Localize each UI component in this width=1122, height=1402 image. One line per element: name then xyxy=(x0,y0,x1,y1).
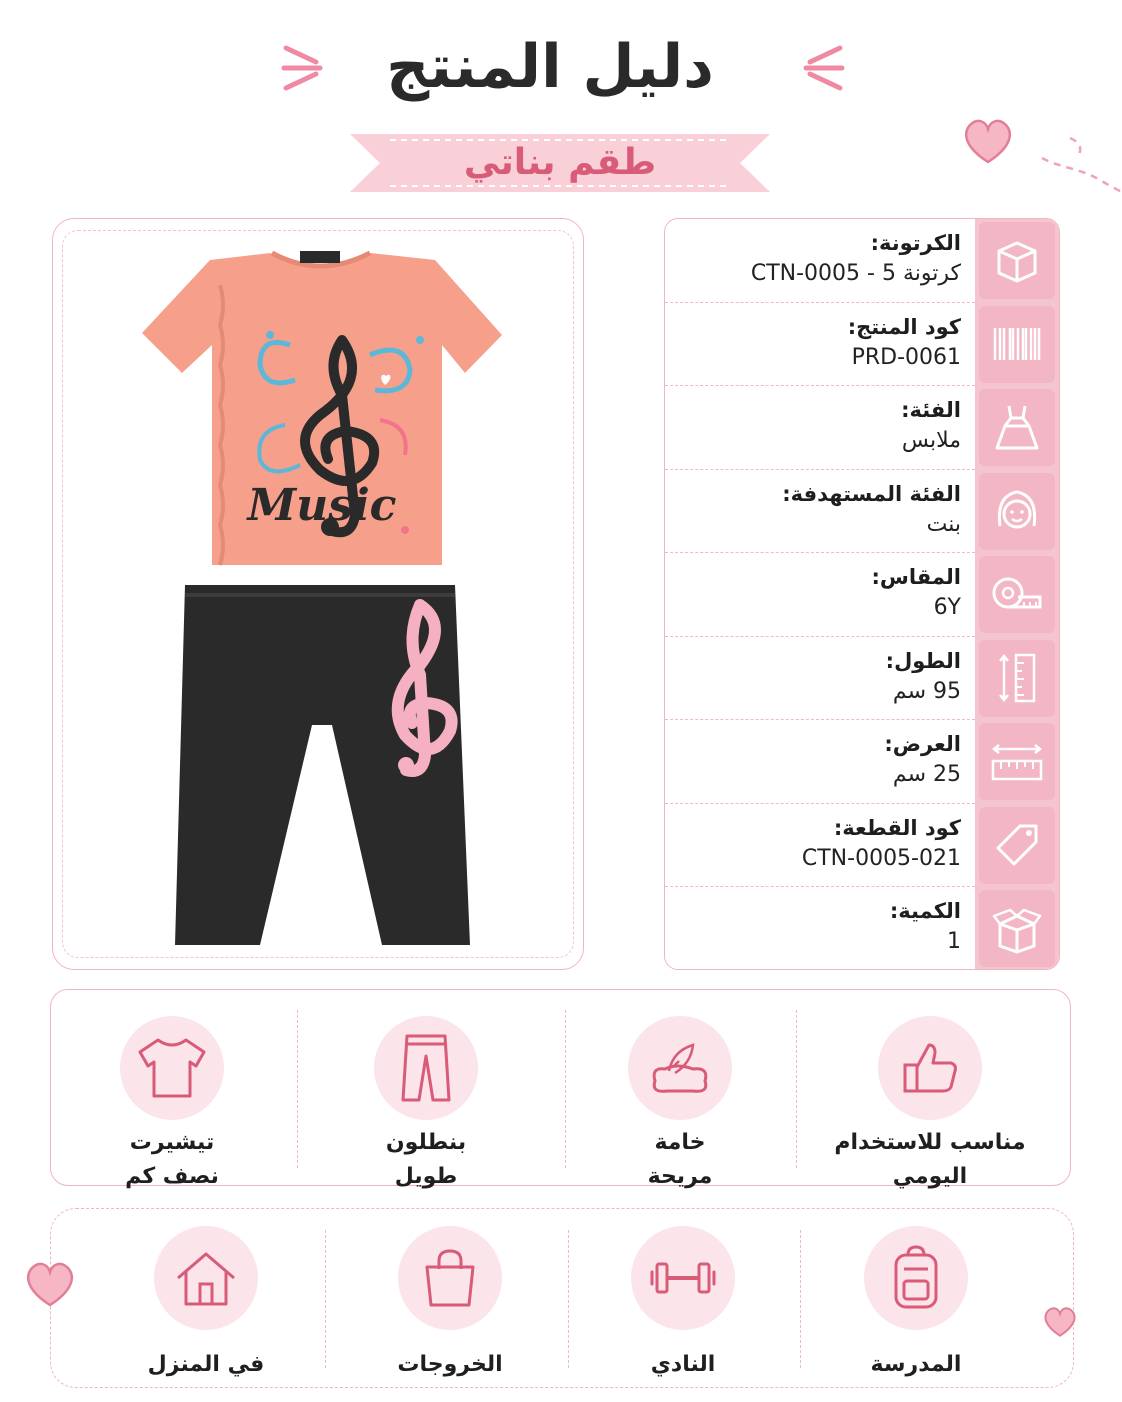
spec-value: CTN-0005-021 xyxy=(801,845,961,871)
pants-image xyxy=(175,585,470,945)
spec-row-length xyxy=(665,637,1059,721)
tshirt-image xyxy=(142,251,502,565)
spec-label: الكرتونة: xyxy=(870,231,961,255)
house-icon xyxy=(154,1226,258,1330)
spec-row-category xyxy=(665,386,1059,470)
shopping-bag-icon xyxy=(398,1226,502,1330)
feature-short-sleeve-tshirt xyxy=(52,1016,292,1194)
feature-label-line1: مناسب للاستخدام xyxy=(834,1130,1026,1155)
spec-row-quantity xyxy=(665,887,1059,970)
feature-label-line1: تيشيرت xyxy=(129,1130,215,1155)
spec-value: ملابس xyxy=(901,428,961,453)
spec-value: 6Y xyxy=(933,595,961,620)
heart-icon xyxy=(1040,1302,1080,1340)
usage-club xyxy=(583,1226,783,1377)
feature-label-line2: مريحة xyxy=(647,1164,713,1189)
sparkle-decoration-right xyxy=(780,36,850,96)
spec-value: بنت xyxy=(926,511,961,537)
spec-row-carton xyxy=(665,219,1059,303)
barcode-icon xyxy=(979,306,1055,383)
divider xyxy=(325,1230,326,1368)
dashed-trail-decoration xyxy=(1040,128,1122,198)
feature-label-line2: نصف كم xyxy=(125,1164,219,1189)
divider xyxy=(568,1230,569,1368)
usage-label: في المنزل xyxy=(147,1352,265,1377)
divider xyxy=(297,1010,298,1168)
spec-value: كرتونة 5 - CTN-0005 xyxy=(750,261,961,286)
music-print-text: Music xyxy=(247,480,397,531)
heart-icon xyxy=(20,1255,80,1311)
spec-row-product-code xyxy=(665,303,1059,387)
feature-everyday-use xyxy=(810,1016,1050,1194)
usage-home xyxy=(106,1226,306,1377)
heart-icon xyxy=(958,112,1018,168)
dumbbell-icon xyxy=(631,1226,735,1330)
spec-label: الكمية: xyxy=(889,899,961,923)
spec-label: الطول: xyxy=(885,648,961,673)
feature-long-pants xyxy=(306,1016,546,1194)
divider xyxy=(800,1230,801,1368)
pants-icon xyxy=(374,1016,478,1120)
spec-value: 95 سم xyxy=(892,678,961,704)
girl-face-icon xyxy=(979,473,1055,550)
spec-value: PRD-0061 xyxy=(851,344,961,370)
open-box-icon xyxy=(979,890,1055,967)
usage-outings xyxy=(350,1226,550,1377)
page-subtitle: طقم بناتي xyxy=(463,142,657,183)
thumbs-up-icon xyxy=(878,1016,982,1120)
spec-row-piece-code xyxy=(665,804,1059,888)
feature-label-line2: طويل xyxy=(394,1164,458,1189)
usage-school xyxy=(816,1226,1016,1377)
page-title: دليل المنتج xyxy=(386,32,714,102)
spec-label: كود المنتج: xyxy=(847,314,961,339)
spec-label: المقاس: xyxy=(871,565,961,589)
feather-pillow-icon xyxy=(628,1016,732,1120)
spec-label: العرض: xyxy=(884,732,961,756)
spec-label: الفئة المستهدفة: xyxy=(782,481,961,506)
backpack-icon xyxy=(864,1226,968,1330)
horizontal-ruler-icon xyxy=(979,723,1055,800)
spec-row-width xyxy=(665,720,1059,804)
spec-row-target-group xyxy=(665,470,1059,554)
feature-label-line1: خامة xyxy=(654,1130,706,1155)
spec-value: 25 سم xyxy=(892,762,961,787)
usage-label: النادي xyxy=(650,1352,716,1377)
spec-label: الفئة: xyxy=(901,398,961,422)
product-specs-panel xyxy=(664,218,1060,970)
feature-label-line1: بنطلون xyxy=(385,1130,467,1155)
spec-label: كود القطعة: xyxy=(833,815,961,840)
box-icon xyxy=(979,222,1055,299)
dress-icon xyxy=(979,389,1055,466)
tshirt-icon xyxy=(120,1016,224,1120)
measuring-tape-icon xyxy=(979,556,1055,633)
usage-label: المدرسة xyxy=(870,1352,962,1377)
usage-label: الخروجات xyxy=(397,1352,503,1377)
vertical-ruler-icon xyxy=(979,640,1055,717)
tag-icon xyxy=(979,807,1055,884)
feature-comfortable-fabric xyxy=(560,1016,800,1194)
feature-label-line2: اليومي xyxy=(892,1164,968,1189)
product-image xyxy=(120,245,520,957)
spec-value: 1 xyxy=(947,929,961,954)
spec-row-size xyxy=(665,553,1059,637)
